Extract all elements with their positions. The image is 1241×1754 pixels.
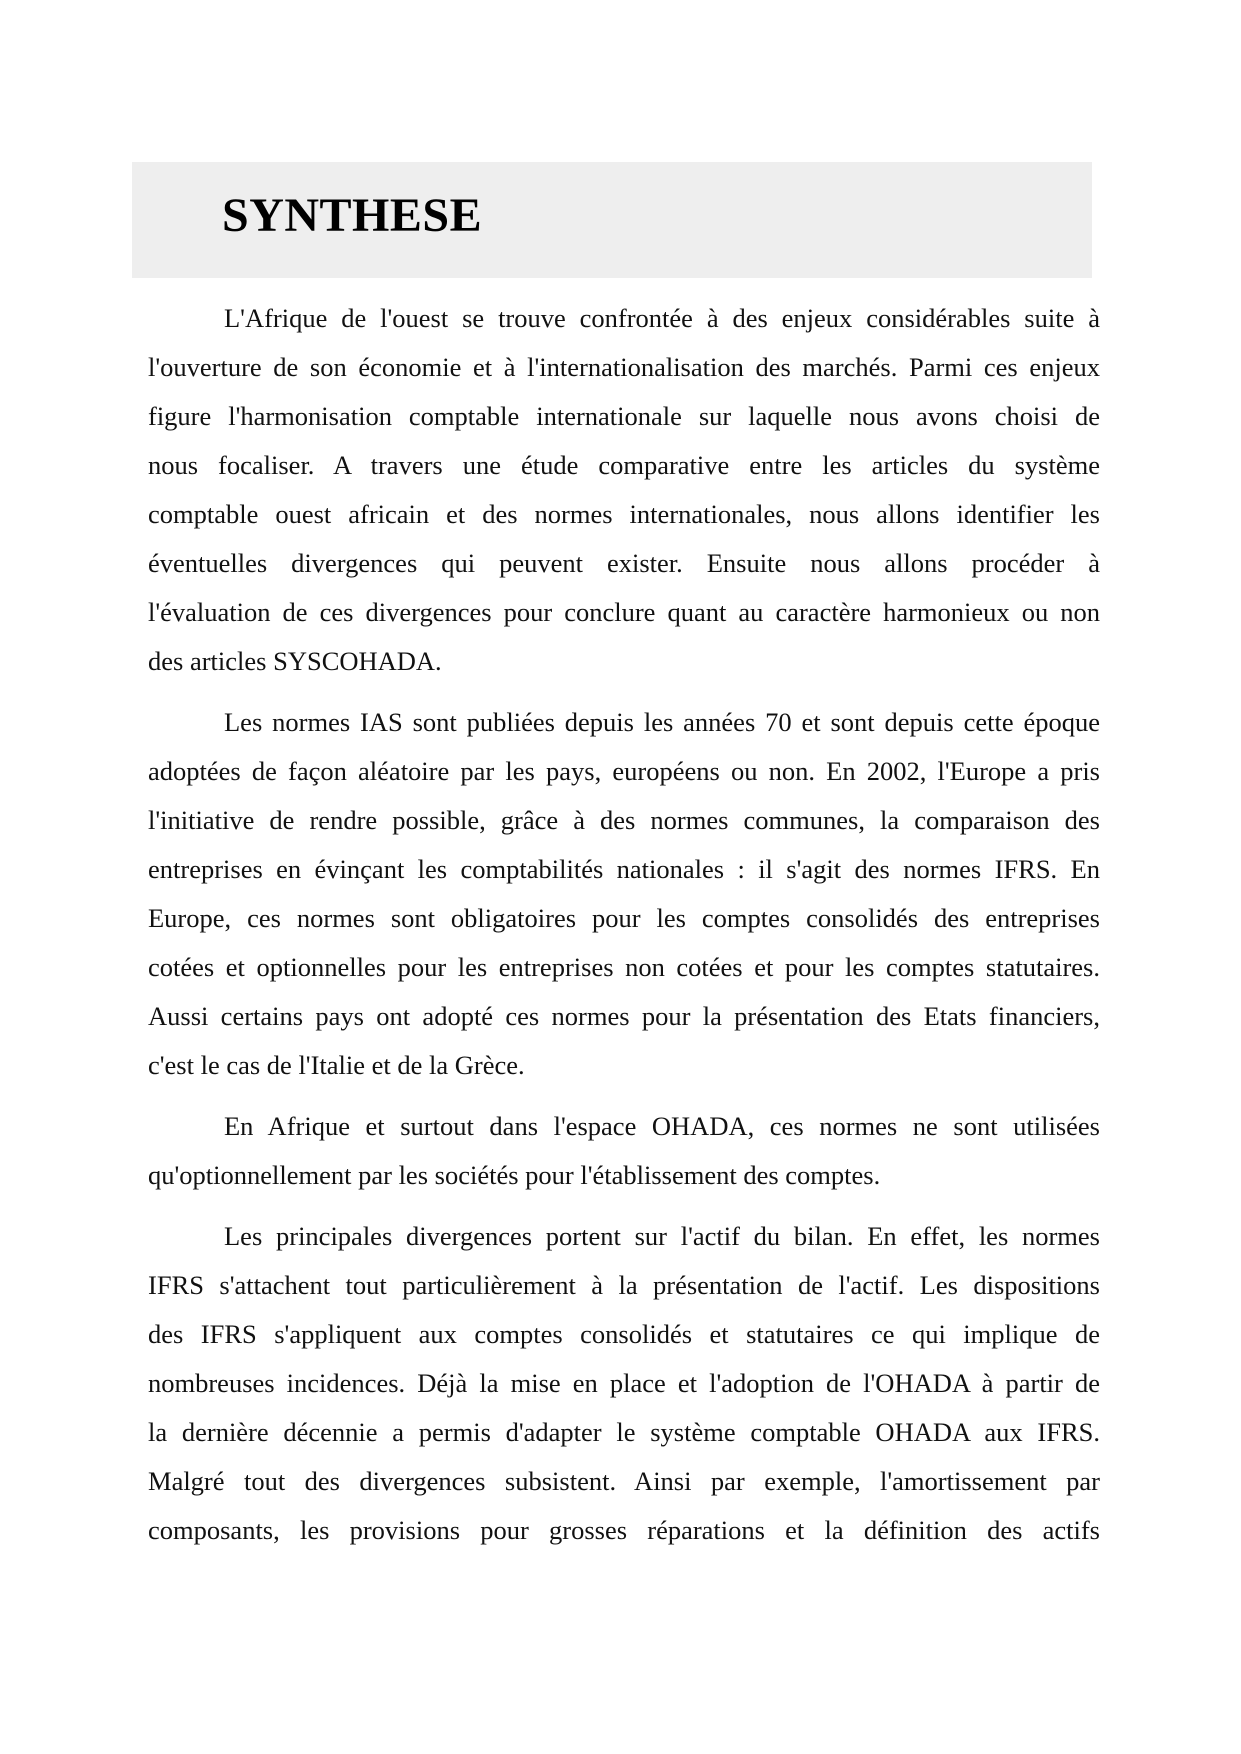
text-line: qu'optionnellement par les sociétés pour l'établissement des comptes. [148, 1160, 881, 1190]
text-line: l'initiative de rendre possible, grâce à des normes communes, la comparaison des [148, 805, 1100, 835]
text-line: Aussi certains pays ont adopté ces normes pour la présentation des Etats financiers, [148, 1001, 1100, 1031]
text-line: des articles SYSCOHADA. [148, 646, 442, 676]
text-line: entreprises en évinçant les comptabilités nationales : il s'agit des normes IFRS. En [148, 854, 1100, 884]
document-body [148, 294, 1100, 1567]
text-line: comptable ouest africain et des normes internationales, nous allons identifier les [148, 499, 1100, 529]
text-line: adoptées de façon aléatoire par les pays, européens ou non. En 2002, l'Europe a pris [148, 756, 1100, 786]
text-line: des IFRS s'appliquent aux comptes consolidés et statutaires ce qui implique de [148, 1319, 1100, 1349]
text-line: Europe, ces normes sont obligatoires pour les comptes consolidés des entreprises [148, 903, 1100, 933]
text-line: composants, les provisions pour grosses réparations et la définition des actifs [148, 1515, 1100, 1545]
text-line: éventuelles divergences qui peuvent exister. Ensuite nous allons procéder à [148, 548, 1100, 578]
paragraph-intro [148, 294, 1100, 686]
text-line: nous focaliser. A travers une étude comparative entre les articles du système [148, 450, 1100, 480]
paragraph-ohada [148, 1102, 1100, 1200]
text-line: l'ouverture de son économie et à l'internationalisation des marchés. Parmi ces enjeux [148, 352, 1100, 382]
text-line: l'évaluation de ces divergences pour conclure quant au caractère harmonieux ou non [148, 597, 1100, 627]
text-line: c'est le cas de l'Italie et de la Grèce. [148, 1050, 525, 1080]
text-line: figure l'harmonisation comptable internationale sur laquelle nous avons choisi de [148, 401, 1100, 431]
text-line: Les normes IAS sont publiées depuis les années 70 et sont depuis cette époque [224, 707, 1100, 737]
text-line: Malgré tout des divergences subsistent. Ainsi par exemple, l'amortissement par [148, 1466, 1100, 1496]
text-line: En Afrique et surtout dans l'espace OHADA, ces normes ne sont utilisées [224, 1111, 1100, 1141]
text-line: L'Afrique de l'ouest se trouve confrontée à des enjeux considérables suite à [224, 303, 1100, 333]
text-line: IFRS s'attachent tout particulièrement à la présentation de l'actif. Les dispositions [148, 1270, 1100, 1300]
paragraph-ias-ifrs [148, 698, 1100, 1090]
text-line: Les principales divergences portent sur l'actif du bilan. En effet, les normes [224, 1221, 1100, 1251]
text-line: nombreuses incidences. Déjà la mise en place et l'adoption de l'OHADA à partir de [148, 1368, 1100, 1398]
title-band [132, 162, 1092, 278]
page-title: SYNTHESE [222, 189, 483, 242]
text-line: cotées et optionnelles pour les entreprises non cotées et pour les comptes statutaires. [148, 952, 1100, 982]
text-line: la dernière décennie a permis d'adapter le système comptable OHADA aux IFRS. [148, 1417, 1100, 1447]
paragraph-divergences [148, 1212, 1100, 1555]
